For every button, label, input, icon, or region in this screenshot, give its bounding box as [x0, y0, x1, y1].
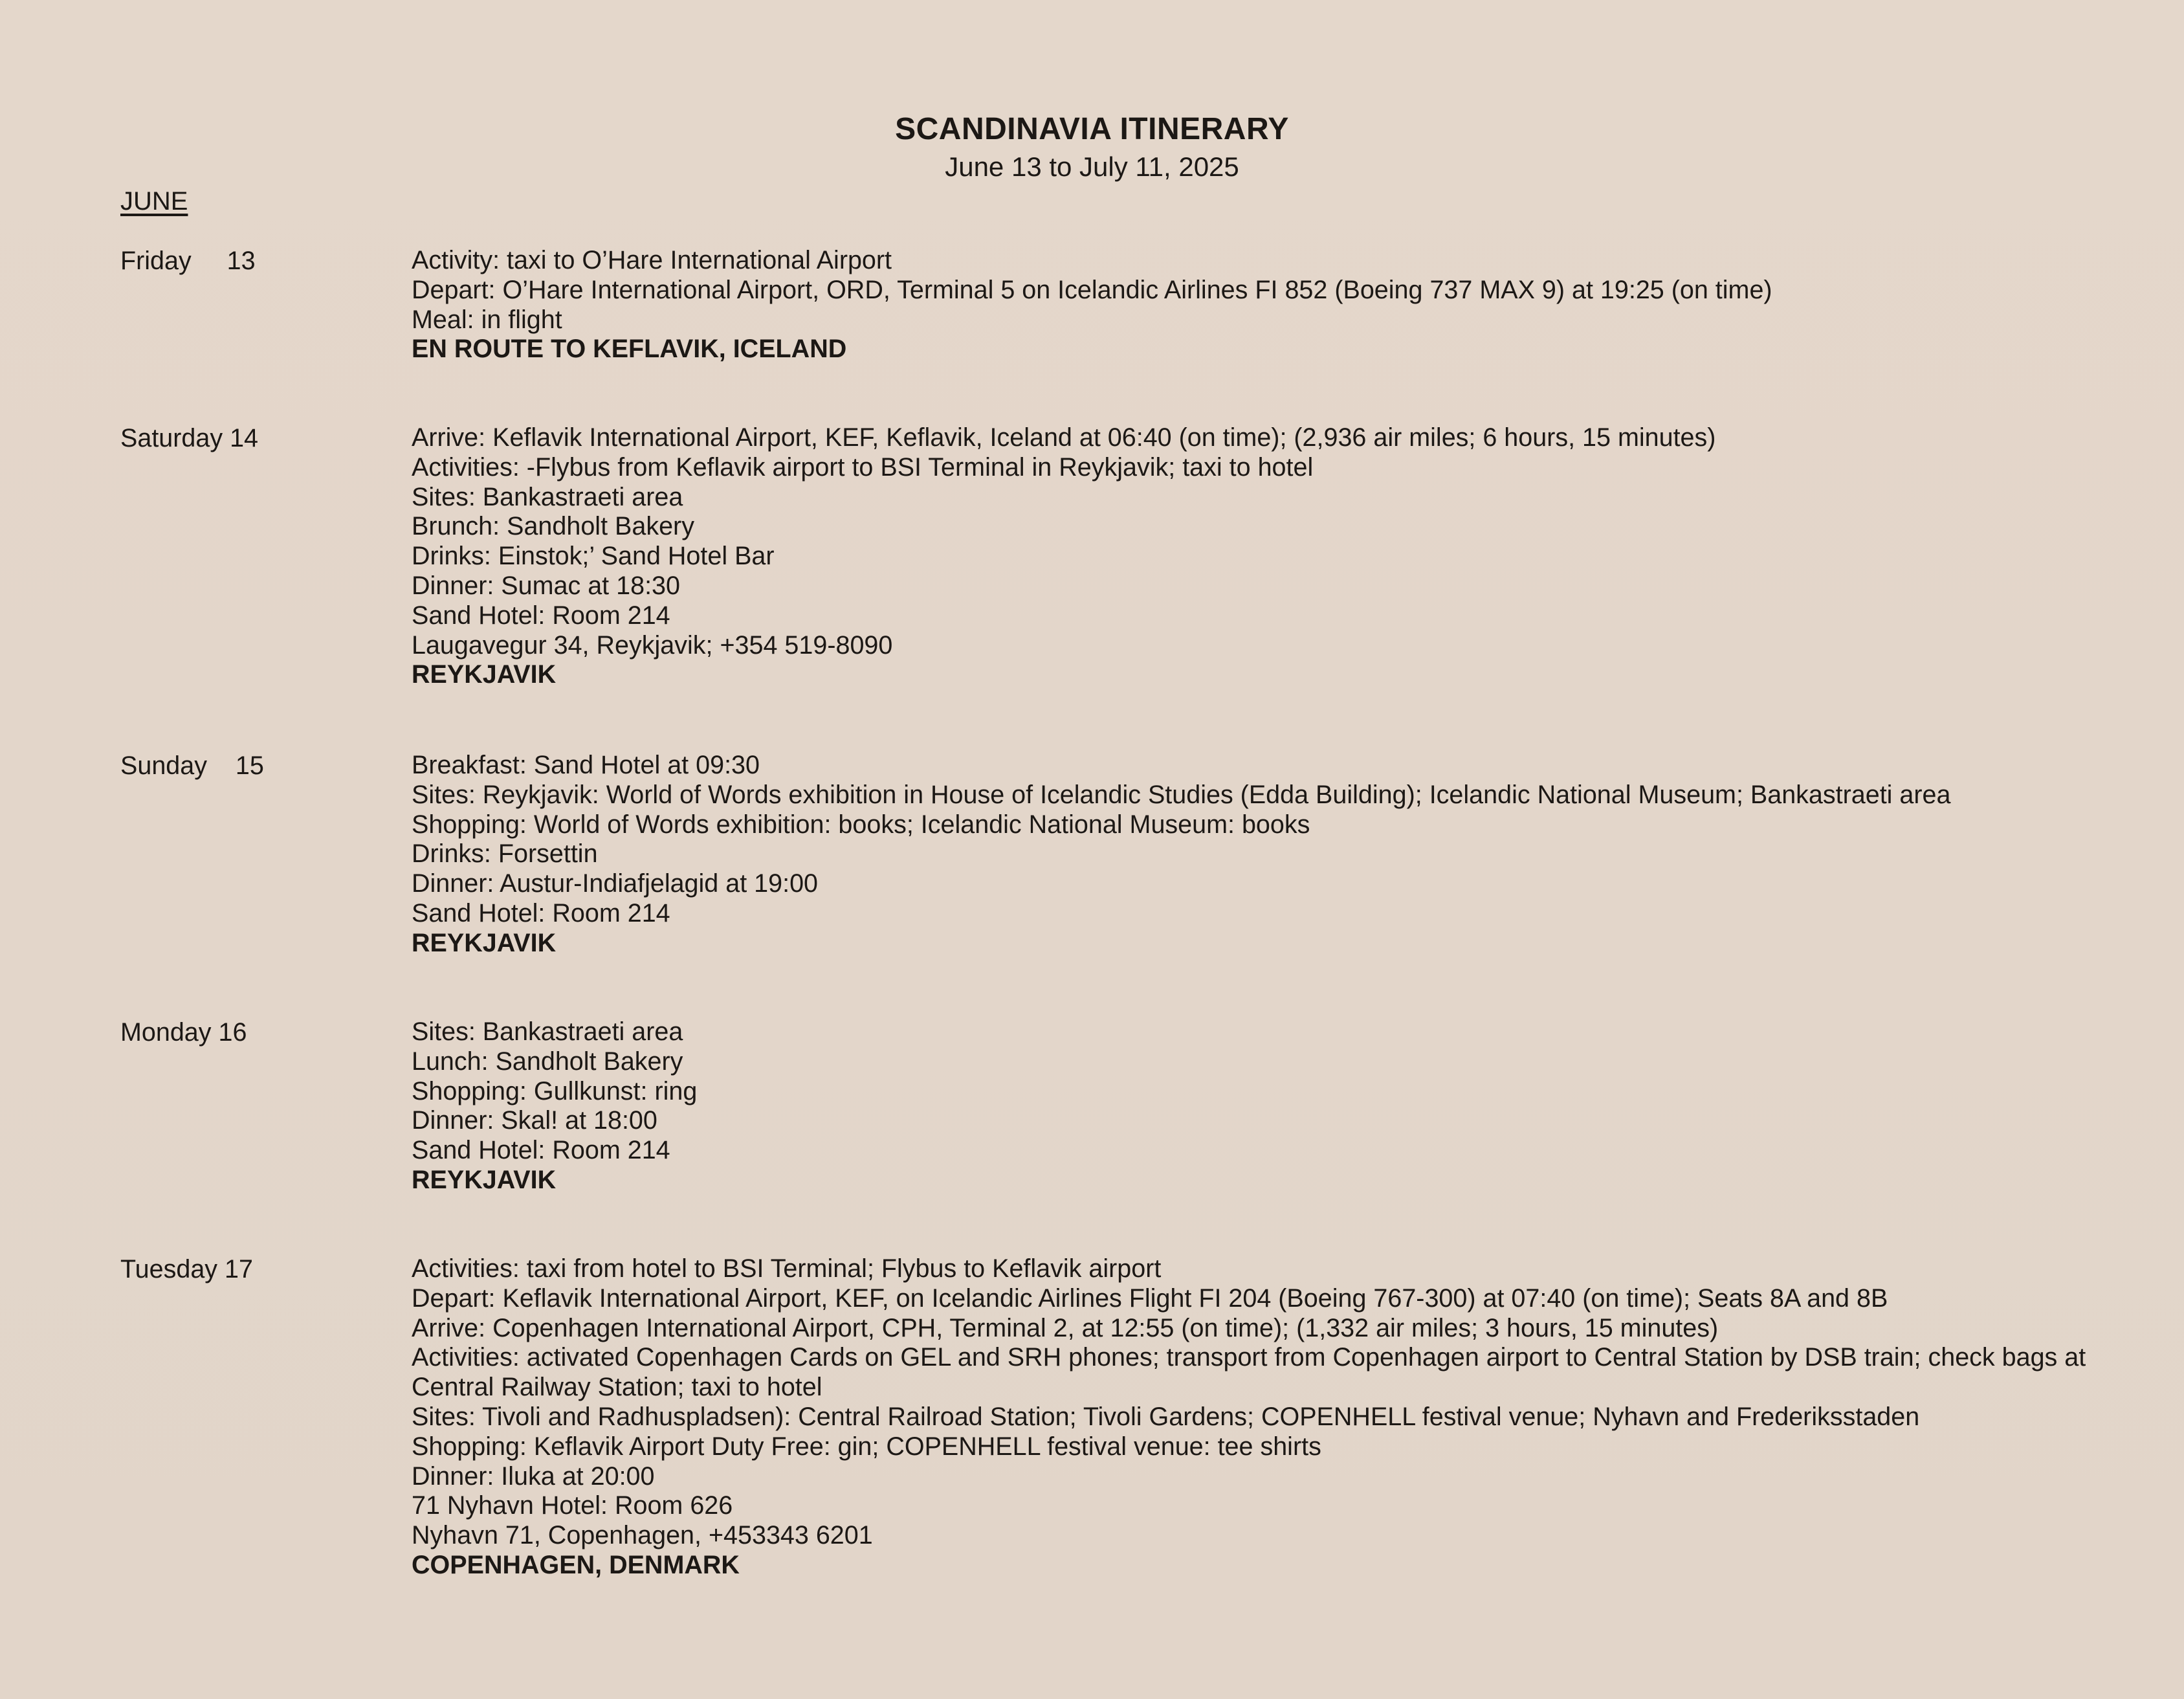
- detail-line: Dinner: Sumac at 18:30: [412, 571, 680, 600]
- page-title: SCANDINAVIA ITINERARY: [895, 112, 1289, 146]
- detail-line: Arrive: Copenhagen International Airport, CPH, Terminal 2, at 12:55 (on time); (1,332 air miles; 3 hours, 15 minutes): [412, 1313, 1719, 1342]
- page-subtitle: June 13 to July 11, 2025: [945, 151, 1239, 182]
- detail-line: Sites: Bankastraeti area: [412, 1017, 683, 1046]
- detail-line: Depart: O’Hare International Airport, ORD, Terminal 5 on Icelandic Airlines FI 852 (Boeing 737 MAX 9) at 19:25 (on time): [412, 275, 1772, 304]
- day-label: Monday 16: [120, 1018, 247, 1047]
- detail-line: Activity: taxi to O’Hare International Airport: [412, 246, 892, 274]
- month-heading: JUNE: [120, 187, 188, 216]
- day-details: [412, 246, 2159, 364]
- location-line: COPENHAGEN, DENMARK: [412, 1550, 740, 1579]
- detail-line: Sites: Tivoli and Radhuspladsen): Central Railroad Station; Tivoli Gardens; COPENHELL festival venue; Nyhavn and Frederiksstaden: [412, 1402, 1920, 1431]
- detail-line: Arrive: Keflavik International Airport, KEF, Keflavik, Iceland at 06:40 (on time); (2,936 air miles; 6 hours, 15 minutes): [412, 423, 1716, 452]
- detail-line: Sites: Bankastraeti area: [412, 482, 683, 511]
- detail-line: Breakfast: Sand Hotel at 09:30: [412, 751, 760, 779]
- detail-line: Depart: Keflavik International Airport, KEF, on Icelandic Airlines Flight FI 204 (Boeing 767-300) at 07:40 (on time); Seats 8A and 8B: [412, 1283, 1888, 1313]
- detail-line: Dinner: Skal! at 18:00: [412, 1106, 657, 1135]
- detail-line: Drinks: Einstok;’ Sand Hotel Bar: [412, 542, 775, 571]
- day-label: Friday 13: [120, 247, 256, 275]
- detail-line: Shopping: Gullkunst: ring: [412, 1076, 698, 1105]
- day-details: [412, 1017, 2159, 1195]
- day-label: Tuesday 17: [120, 1255, 253, 1283]
- detail-line: Activities: activated Copenhagen Cards on GEL and SRH phones; transport from Copenhagen airport to Central Station by DSB train; check bags at: [412, 1343, 2086, 1372]
- location-line: REYKJAVIK: [412, 1165, 557, 1194]
- day-label: Saturday 14: [120, 424, 259, 452]
- detail-line: Shopping: Keflavik Airport Duty Free: gin; COPENHELL festival venue: tee shirts: [412, 1432, 1321, 1461]
- detail-line: Brunch: Sandholt Bakery: [412, 512, 694, 541]
- day-details: [412, 751, 2159, 959]
- location-line: EN ROUTE TO KEFLAVIK, ICELAND: [412, 335, 847, 364]
- detail-line: Activities: -Flybus from Keflavik airport to BSI Terminal in Reykjavik; taxi to hotel: [412, 452, 1314, 482]
- day-details: [412, 423, 2159, 690]
- detail-line: Shopping: World of Words exhibition: books; Icelandic National Museum: books: [412, 810, 1310, 839]
- detail-line: Dinner: Iluka at 20:00: [412, 1461, 655, 1491]
- detail-line: Nyhavn 71, Copenhagen, +453343 6201: [412, 1521, 873, 1550]
- detail-line: Activities: taxi from hotel to BSI Terminal; Flybus to Keflavik airport: [412, 1254, 1162, 1283]
- detail-line: Sand Hotel: Room 214: [412, 1136, 670, 1165]
- detail-line: Dinner: Austur-Indiafjelagid at 19:00: [412, 869, 819, 898]
- detail-line: Sites: Reykjavik: World of Words exhibition in House of Icelandic Studies (Edda Building); Icelandic National Museum; Bankastraeti area: [412, 780, 1951, 809]
- detail-line: Central Railway Station; taxi to hotel: [412, 1373, 822, 1402]
- location-line: REYKJAVIK: [412, 928, 557, 957]
- day-details: [412, 1254, 2159, 1581]
- detail-line: Lunch: Sandholt Bakery: [412, 1047, 683, 1076]
- day-label: Sunday 15: [120, 751, 264, 780]
- detail-line: 71 Nyhavn Hotel: Room 626: [412, 1491, 733, 1520]
- detail-line: Meal: in flight: [412, 305, 562, 334]
- detail-line: Drinks: Forsettin: [412, 839, 598, 869]
- detail-line: Laugavegur 34, Reykjavik; +354 519-8090: [412, 630, 893, 660]
- location-line: REYKJAVIK: [412, 660, 557, 689]
- detail-line: Sand Hotel: Room 214: [412, 601, 670, 630]
- detail-line: Sand Hotel: Room 214: [412, 898, 670, 927]
